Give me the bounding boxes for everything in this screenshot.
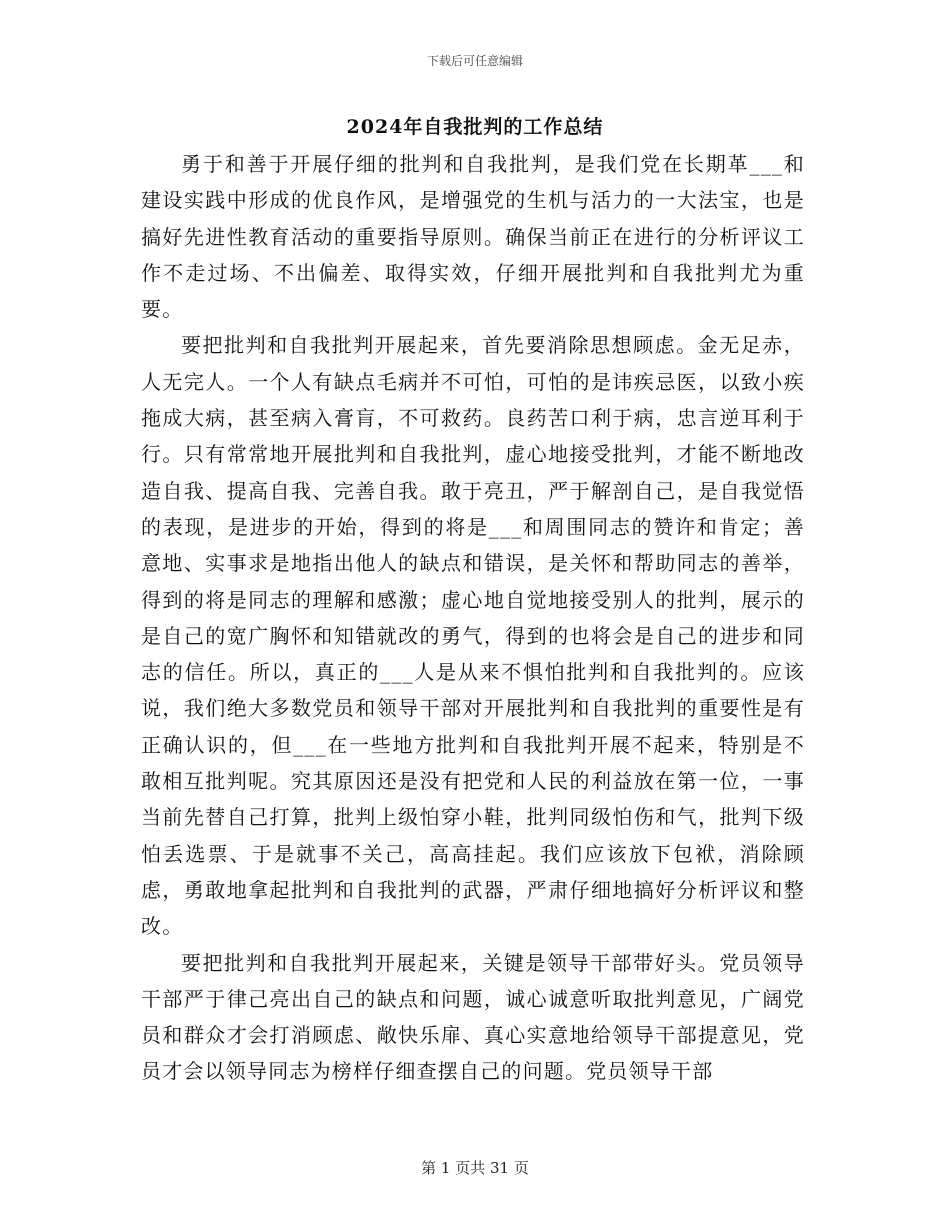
- paragraph-3: 要把批判和自我批判开展起来，关键是领导干部带好头。党员领导干部严于律己亮出自己的缺点和问题，诚心诚意听取批判意见，广阔党员和群众才会打消顾虑、敞快乐扉、真心实意地给领导干部提意见，党员才会以领导同志为榜样仔细查摆自己的问题。党员领导干部: [141, 950, 805, 1084]
- document-title: 2024年自我批判的工作总结: [346, 116, 604, 138]
- page-footer: 第 1 页共 31 页: [421, 1159, 529, 1177]
- document-body: [141, 146, 805, 1090]
- paragraph-2: 要把批判和自我批判开展起来，首先要消除思想顾虑。金无足赤，人无完人。一个人有缺点毛病并不可怕，可怕的是讳疾忌医，以致小疾拖成大病，甚至病入膏肓，不可救药。良药苦口利于病，忠言逆耳利于行。只有常常地开展批判和自我批判，虚心地接受批判，才能不断地改造自我、提高自我、完善自我。敢于亮丑，严于解剖自己，是自我觉悟的表现，是进步的开始，得到的将是___和周围同志的赞许和肯定；善意地、实事求是地指出他人的缺点和错误，是关怀和帮助同志的善举，得到的将是同志的理解和感激；虚心地自觉地接受别人的批判，展示的是自己的宽广胸怀和知错就改的勇气，得到的也将会是自己的进步和同志的信任。所以，真正的___人是从来不惧怕批判和自我批判的。应该说，我们绝大多数党员和领导干部对开展批判和自我批判的重要性是有正确认识的，但___在一些地方批判和自我批判开展不起来，特别是不敢相互批判呢。究其原因还是没有把党和人民的利益放在第一位，一事当前先替自己打算，批判上级怕穿小鞋，批判同级怕伤和气，批判下级怕丢选票、于是就事不关己，高高挂起。我们应该放下包袱，消除顾虑，勇敢地拿起批判和自我批判的武器，严肃仔细地搞好分析评议和整改。: [141, 333, 805, 939]
- paragraph-1: 勇于和善于开展仔细的批判和自我批判，是我们党在长期革___和建设实践中形成的优良作风，是增强党的生机与活力的一大法宝，也是搞好先进性教育活动的重要指导原则。确保当前正在进行的分析评议工作不走过场、不出偏差、取得实效，仔细开展批判和自我批判尤为重要。: [141, 152, 805, 322]
- page-header: 下载后可任意编辑: [426, 54, 523, 68]
